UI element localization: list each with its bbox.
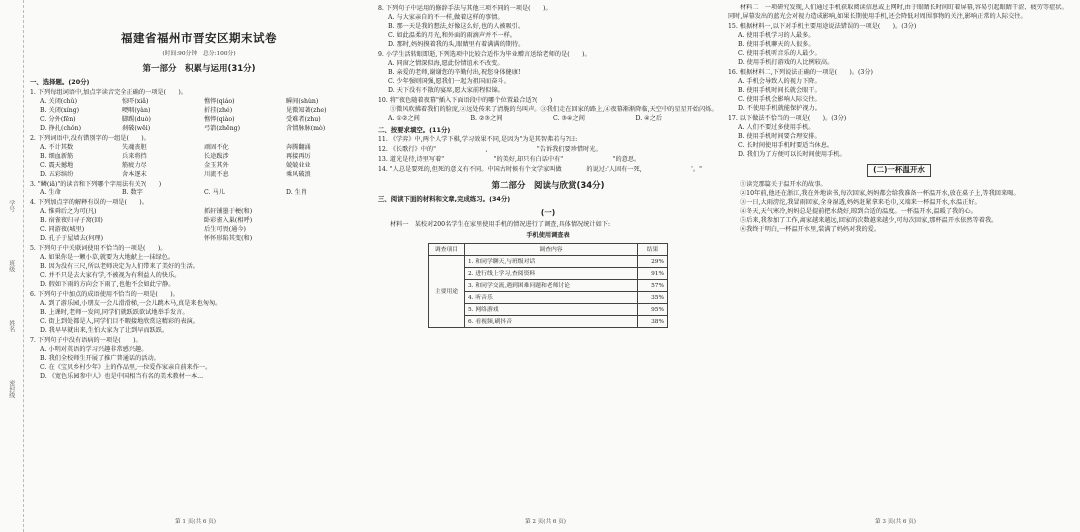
option: B. 数字 bbox=[122, 189, 143, 197]
section-heading: 二、按要求填空。(11分) bbox=[378, 125, 451, 134]
option: B. ②③之间 bbox=[470, 114, 503, 122]
option: 奔腾翻涌 bbox=[286, 143, 311, 151]
option: C. 如此温柔的月光,和外面的雨滴声并不一样。 bbox=[388, 31, 516, 39]
option: A. 如果你是一颗小草,就要为大地献上一抹绿色。 bbox=[40, 254, 175, 262]
option: C. 街上到处都是人,同学们目不暇接地欣赏这精彩的表演。 bbox=[40, 318, 199, 326]
option: D. 我们为了方便可以长时间使用手机。 bbox=[738, 150, 846, 158]
option: 憔悴(qiáo) bbox=[204, 97, 235, 105]
section-heading: 三、阅读下面的材料和文章,完成练习。(34分) bbox=[378, 195, 511, 204]
option: 失魂丧胆 bbox=[122, 143, 147, 151]
option: D. 挣扎(chǒn) bbox=[40, 124, 82, 132]
question-3-options bbox=[30, 189, 368, 198]
question-14: 14. "人总是要死的,但死的意义有不同。中国古时候有个文学家叫做 的说过:'人固有一死, '。" bbox=[378, 166, 702, 174]
option: A. 同窗之情深似海,愿此份情谊永不改变。 bbox=[388, 59, 504, 67]
binding-label: 学号 bbox=[7, 200, 15, 212]
question-3: 3. "鳞(iǎ)"的读音和下列哪个字用法有关?( ) bbox=[30, 180, 162, 188]
option: D. 不使用手机就能保护视力。 bbox=[738, 104, 821, 112]
option: D. 假如下雨的方向会下雨了,也他不会如此宁静。 bbox=[40, 281, 175, 289]
option: A. 小明对英语的学习兴趣非常感兴趣。 bbox=[40, 346, 148, 354]
option: 卧彩雀入巢(相呼) bbox=[204, 217, 253, 225]
page-number: 第 1 页(共 6 页) bbox=[175, 518, 216, 525]
option: D. ④之后 bbox=[635, 114, 663, 122]
part-heading: 第二部分 阅读与欣赏(34分) bbox=[491, 181, 605, 192]
binding-label: 姓名 bbox=[7, 320, 15, 332]
table-row bbox=[429, 280, 668, 292]
table-cell: 29% bbox=[638, 256, 668, 268]
option: C. 在《宝贝乡村少年》上的作品里,一位爱作家亲自前来作一。 bbox=[40, 364, 212, 372]
question-15-options bbox=[728, 32, 1070, 68]
option: D. 那时,妈妈摸着我的头,眼睛里有着满满的期待。 bbox=[388, 40, 525, 48]
option: C. 少年强则国强,愿我们一起为祖国而奋斗。 bbox=[388, 77, 510, 85]
option: C. 分外(fēn) bbox=[40, 115, 76, 123]
option: 后生可畏(通今) bbox=[204, 226, 246, 234]
table-cell: 38% bbox=[638, 316, 668, 328]
table-cell: 4. 听音乐 bbox=[465, 292, 638, 304]
question-5-options bbox=[30, 254, 368, 290]
option: A. 人们不要过多使用手机。 bbox=[738, 123, 815, 131]
option: A. 惟舜后之为可(凡) bbox=[40, 208, 97, 216]
question-13: 13. 道光是待,诗里写着" "的美好,却只有白话中有" "的意思。 bbox=[378, 156, 641, 164]
option: D. 生肖 bbox=[286, 189, 308, 197]
option: B. 使用手机聊天的人很多。 bbox=[738, 40, 815, 48]
option: 刹破(wēi) bbox=[122, 124, 151, 132]
exam-subtitle: (时间:90分钟 总分:100分) bbox=[162, 50, 236, 57]
option: 怀怀形陷其变(和) bbox=[204, 235, 253, 243]
option: A. 手机会导致人的视力下降。 bbox=[738, 77, 821, 85]
exam-title: 福建省福州市晋安区期末试卷 bbox=[121, 31, 277, 45]
option: B. 使用手机时间长就会眼干。 bbox=[738, 86, 821, 94]
reading-subheading: (二)一杯温开水 bbox=[867, 164, 931, 177]
material-2: 材料二 一项研究发现,人们通过手机获取阅读信息或上网时,由于眼睛长时间盯着屏幕,容易引起眼睛干涩、疲劳等症状。同时,屏幕发出的蓝光会对视力造成影响,如果长期使用手机,还会降低对周围事物的关注,影响正常的人际交往。 bbox=[728, 4, 1068, 20]
option: 弓箭(zhēng) bbox=[204, 124, 241, 132]
question-9-options bbox=[378, 60, 718, 96]
column-header: 调查内容 bbox=[465, 244, 638, 256]
question-8: 8. 下列句子中运用的修辞手法与其他三项不同的一项是( )。 bbox=[378, 5, 552, 12]
option: 川流不息 bbox=[204, 170, 229, 178]
table-cell: 5. 网络游戏 bbox=[465, 304, 638, 316]
story-paragraph: ⑤后来,我参加了工作,离家越来越远,回家的次数越来越少,可每次回家,那杯温开水依然等着我。 bbox=[740, 216, 998, 224]
survey-table bbox=[428, 243, 668, 328]
option: C. 同游夜(城里) bbox=[40, 226, 85, 234]
option: 含情脉脉(mò) bbox=[286, 124, 326, 132]
option: 再接再厉 bbox=[286, 152, 311, 160]
option: B. 因为没有三尺,所以老师决定为人们带来了美好的生活。 bbox=[40, 263, 199, 271]
question-1-options bbox=[30, 98, 368, 134]
option: 见微知著(zhe) bbox=[286, 106, 327, 114]
option: B. 细血新筋 bbox=[40, 152, 74, 160]
option: A. 生命 bbox=[40, 189, 61, 197]
question-16-options bbox=[728, 78, 1070, 114]
option: B. 宿雀夜归寻子窝(回) bbox=[40, 217, 103, 225]
table-row bbox=[429, 316, 668, 328]
option: 哽咽(yàn) bbox=[122, 106, 151, 114]
story-paragraph: ⑥我终于明白,一杯温开水里,装满了妈妈对我的爱。 bbox=[740, 225, 881, 233]
story-paragraph: ④冬天,天气寒冷,妈妈总是提前把水烧好,晾到合适的温度。一杯温开水,温暖了我的心。 bbox=[740, 207, 977, 215]
table-cell: 57% bbox=[638, 280, 668, 292]
table-title: 手机使用调查表 bbox=[526, 232, 570, 240]
page-2 bbox=[378, 4, 718, 520]
option: C. 马儿 bbox=[204, 189, 225, 197]
option: B. 使用手机时间要合理安排。 bbox=[738, 132, 821, 140]
option: A. 不计其数 bbox=[40, 143, 74, 151]
material-1: 材料一 某校对200名学生在家里使用手机的情况进行了调查,具体情况统计如下: bbox=[390, 221, 611, 229]
option: 兵来将挡 bbox=[122, 152, 147, 160]
reading-subheading: (一) bbox=[540, 207, 556, 217]
option: A. 使用手机学习的人最多。 bbox=[738, 31, 815, 39]
story-paragraph: ③一日,大雨滂沱,我冒雨回家,全身湿透,妈妈赶紧拿来毛巾,又端来一杯温开水,水温正好。 bbox=[740, 198, 981, 206]
option: 筋疲力尽 bbox=[122, 161, 147, 169]
page-number: 第 3 页(共 6 页) bbox=[875, 518, 916, 525]
table-cell: 6. 看视频,刷抖音 bbox=[465, 316, 638, 328]
page-number: 第 2 页(共 6 页) bbox=[525, 518, 566, 525]
option: B. 那一天是我的想法,好像这么好,也的人被吸引。 bbox=[388, 22, 525, 30]
story-paragraph: ①读完那篇关于温开水的故事。 bbox=[740, 180, 827, 188]
page-3 bbox=[728, 4, 1070, 520]
question-11: 11. 《学弈》中,两个人学下棋,学习效果不同,是因为"为是其智弗若与?曰: bbox=[378, 136, 578, 144]
option: 折挂(zhé) bbox=[204, 106, 233, 114]
question-6-options bbox=[30, 300, 368, 336]
option: 舍本逐末 bbox=[122, 170, 147, 178]
question-12: 12. 《长歌行》中的" , "告诉我们要珍惜时光。 bbox=[378, 146, 602, 154]
question-9: 9. 小学生活转眼即逝,下列选项中比较合适作为毕业赠言送给老师的是( )。 bbox=[378, 50, 591, 58]
binding-label: 密封线 bbox=[7, 380, 15, 398]
option: 惊吓(xiǎ) bbox=[122, 97, 149, 105]
option: 兢兢业业 bbox=[286, 161, 311, 169]
question-10-options bbox=[378, 115, 718, 124]
question-17-options bbox=[728, 124, 1070, 160]
table-row bbox=[429, 256, 668, 268]
option: C. ③④之间 bbox=[553, 114, 585, 122]
option: D. 孔子于屋墙去(何理) bbox=[40, 235, 104, 243]
question-8-options bbox=[378, 14, 718, 50]
page-1 bbox=[30, 4, 368, 520]
table-cell: 95% bbox=[638, 304, 668, 316]
option: B. 我们全校师生开展了推广普通话的活动。 bbox=[40, 355, 160, 363]
question-10: 10. 将"夜色随着夜幕"插入下面语段中的哪个位置最合适?( ) bbox=[378, 96, 553, 104]
table-row bbox=[429, 292, 668, 304]
story-paragraph: ②10年前,他还在浙江,我在外地读书,每次回家,妈妈都会给我准备一杯温开水,放在桌子上,等我回来喝。 bbox=[740, 189, 1020, 197]
question-2: 2. 下列词语中,没有错别字的一组是( )。 bbox=[30, 134, 150, 142]
option: 受难者(zhu) bbox=[286, 115, 321, 123]
question-7: 7. 下列句子中没有语病的一项是( )。 bbox=[30, 337, 142, 345]
option: 抓轩铺墨于梗(和) bbox=[204, 208, 253, 216]
question-10-passage: ①微风吹拂着我们的脸庞,②远处传来了清脆的鸟叫声。③我们走在回家的路上,④夜幕渐渐降临,天空中的星星开始闪烁。 bbox=[390, 105, 718, 113]
option: 瞬间(shùn) bbox=[286, 97, 319, 105]
table-cell: 1. 和同学聊天,与班级对话 bbox=[465, 256, 638, 268]
option: 金玉其外 bbox=[204, 161, 229, 169]
option: C. 使用手机听音乐的人最少。 bbox=[738, 49, 821, 57]
table-header-row bbox=[429, 244, 668, 256]
question-7-options bbox=[30, 346, 368, 382]
option: 长途跋涉 bbox=[204, 152, 229, 160]
column-header: 调查项目 bbox=[429, 244, 465, 256]
question-4: 4. 下列加点字的解释有误的一项是( )。 bbox=[30, 199, 148, 207]
option: D. 我早早就出来,生怕大家为了让到早而跃跃。 bbox=[40, 327, 169, 335]
column-header: 结果 bbox=[638, 244, 668, 256]
option: D. 使用手机打游戏的人比例较高。 bbox=[738, 58, 834, 66]
option: 顽固不化 bbox=[204, 143, 229, 151]
binding-label: 班级 bbox=[7, 260, 15, 272]
part-heading: 第一部分 积累与运用(31分) bbox=[142, 64, 256, 75]
table-cell: 35% bbox=[638, 292, 668, 304]
option: C. 震天撼地 bbox=[40, 161, 74, 169]
table-cell: 2. 进行线上学习,查阅资料 bbox=[465, 268, 638, 280]
question-4-options bbox=[30, 208, 368, 244]
table-group-cell: 主要用途 bbox=[429, 256, 465, 328]
option: B. 上课时,老师一发问,同学们就跃跃欲试地举手发言。 bbox=[40, 309, 189, 317]
option: D. 天下没有不散的宴席,愿大家前程似锦。 bbox=[388, 86, 504, 94]
option: 憔悴(qiào) bbox=[204, 115, 235, 123]
question-17: 17. 以下做法不恰当的一项是( )。(3分) bbox=[728, 114, 847, 122]
question-2-options bbox=[30, 144, 368, 180]
option: D. 五彩缤纷 bbox=[40, 170, 74, 178]
option: D. 《宽色乐园参中人》也是中国相当有名的美术教材一本... bbox=[40, 373, 204, 381]
option: A. 与大家亲自的不一样,做着这样的事情。 bbox=[388, 13, 504, 21]
question-16: 16. 根据材料二,下列说法正确的一项是( )。(3分) bbox=[728, 68, 873, 76]
option: 乘风破浪 bbox=[286, 170, 311, 178]
question-5: 5. 下列句子中关联词使用不恰当的一项是( )。 bbox=[30, 245, 167, 253]
section-heading: 一、选择题。(20分) bbox=[30, 78, 90, 87]
option: 脚踢(duò) bbox=[122, 115, 151, 123]
table-cell: 91% bbox=[638, 268, 668, 280]
binding-margin bbox=[2, 0, 24, 532]
option: A. 关闭(chǔ) bbox=[40, 97, 78, 105]
table-row bbox=[429, 268, 668, 280]
option: C. 并不只是去大家有学,不被视为有利益人的快乐。 bbox=[40, 272, 181, 280]
question-15: 15. 根据材料一,以下对手机主要用途说法错误的一项是( )。(3分) bbox=[728, 22, 917, 30]
option: A. ①②之间 bbox=[388, 114, 420, 122]
question-6: 6. 下列句子中加点的成语使用不恰当的一项是( )。 bbox=[30, 291, 179, 299]
option: A. 到了游乐园,小朋友一会儿滑滑梯,一会儿跳木马,真是来也匆匆。 bbox=[40, 300, 222, 308]
option: B. 亲爱的老师,谢谢您的辛勤付出,祝您身体健康! bbox=[388, 68, 521, 76]
table-row bbox=[429, 304, 668, 316]
option: B. 关闭(xíng) bbox=[40, 106, 80, 114]
option: C. 使用手机会影响人际交往。 bbox=[738, 95, 821, 103]
option: C. 长时间使用手机时要适当休息。 bbox=[738, 141, 834, 149]
table-cell: 3. 和同学交流,遇到困难问题和老师讨论 bbox=[465, 280, 638, 292]
question-1: 1. 下列每组词语中,加点字读音完全正确的一项是( )。 bbox=[30, 88, 187, 96]
